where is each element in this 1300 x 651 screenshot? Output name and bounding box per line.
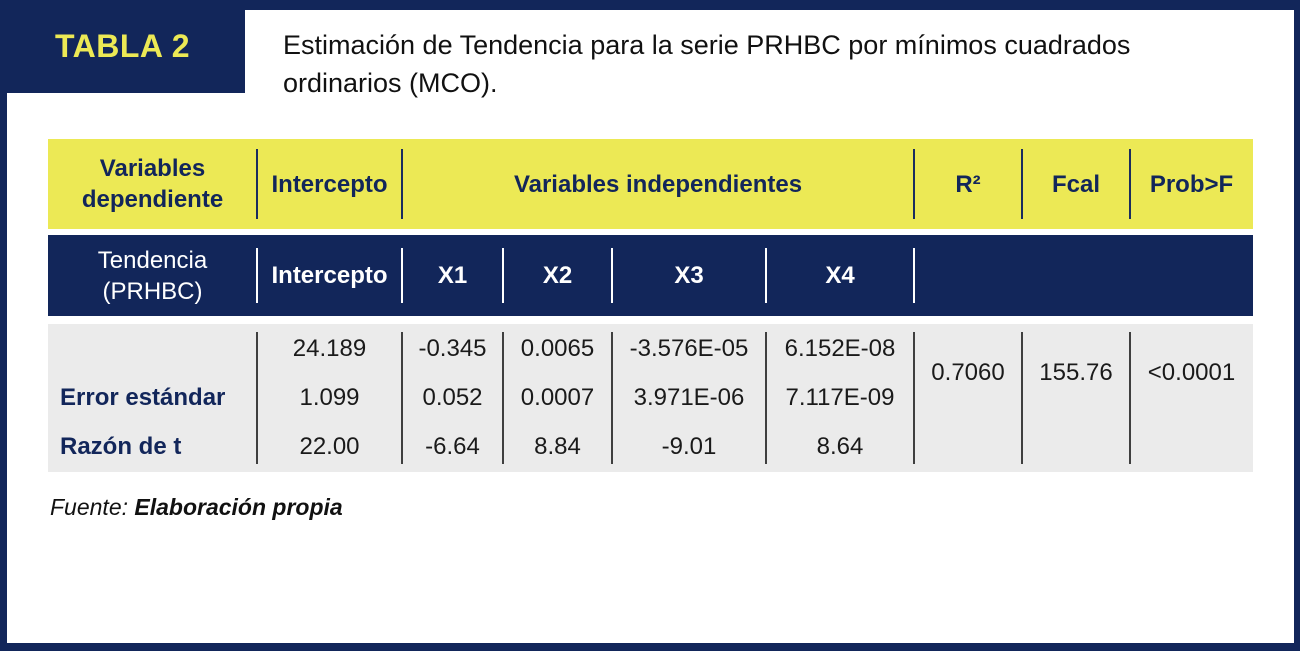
- column-x4-values: [766, 324, 914, 472]
- value-x4-coef: 6.152E-08: [784, 334, 896, 362]
- column-intercepto-values: [257, 324, 402, 472]
- value-x4-stderr: 7.117E-09: [785, 383, 895, 411]
- column-prob-value: [1130, 324, 1253, 472]
- header-row: [48, 139, 1253, 229]
- spacer: [1130, 423, 1253, 472]
- value-x3-coef: -3.576E-05: [629, 334, 749, 362]
- column-x2-values: [503, 324, 612, 472]
- column-fcal-value: [1022, 324, 1130, 472]
- spacer: [914, 423, 1022, 472]
- header-cell-prob-f: Prob>F: [1149, 170, 1234, 198]
- subheader-cell-x2: X2: [503, 235, 612, 316]
- frame-border-left: [0, 0, 7, 651]
- subheader-cell-x4: X4: [766, 235, 914, 316]
- row-label-coefficients: [48, 324, 257, 373]
- value-x1-coef: -0.345: [418, 334, 487, 362]
- column-x1-values: [402, 324, 503, 472]
- value-r2: 0.7060: [931, 359, 1005, 387]
- value-intercepto-stderr: 1.099: [299, 383, 360, 411]
- column-row-labels: [48, 324, 257, 472]
- row-label-razon-de-t: Razón de t: [60, 433, 182, 461]
- table-caption: [283, 26, 1243, 102]
- row-label-error-estandar: Error estándar: [60, 383, 226, 411]
- header-cell-fcal: Fcal: [1022, 139, 1130, 229]
- source-note: [50, 494, 343, 521]
- column-x3-values: [612, 324, 766, 472]
- subheader-row: [48, 235, 1253, 316]
- header-cell-intercepto: Intercepto: [257, 139, 402, 229]
- frame-border-right: [1294, 0, 1300, 651]
- subheader-cell-tendencia-prhbc: Tendencia (PRHBC): [48, 235, 257, 316]
- table-caption-line2: ordinarios (MCO).: [283, 68, 498, 98]
- table-number-badge: [0, 0, 245, 93]
- value-x1-stderr: 0.052: [422, 383, 483, 411]
- header-cell-variables-independientes: Variables independientes: [402, 139, 914, 229]
- value-intercepto-coef: 24.189: [292, 334, 367, 362]
- table-number-label: TABLA 2: [54, 28, 191, 64]
- header-cell-variables-dependiente: Variables dependiente: [48, 139, 257, 229]
- value-x2-stderr: 0.0007: [520, 383, 595, 411]
- subheader-cell-empty: [914, 235, 1253, 316]
- header-cell-r2: R²: [914, 139, 1022, 229]
- column-r2-value: [914, 324, 1022, 472]
- source-value: Elaboración propia: [134, 494, 343, 520]
- value-x2-tratio: 8.84: [534, 433, 581, 461]
- value-x3-tratio: -9.01: [661, 433, 717, 461]
- subheader-cell-intercepto: Intercepto: [257, 235, 402, 316]
- source-label: Fuente:: [50, 494, 128, 520]
- value-x2-coef: 0.0065: [520, 334, 595, 362]
- value-x3-stderr: 3.971E-06: [633, 383, 745, 411]
- frame-border-bottom: [0, 643, 1300, 651]
- value-x4-tratio: 8.64: [816, 433, 864, 461]
- value-x1-tratio: -6.64: [425, 433, 480, 461]
- subheader-cell-x3: X3: [612, 235, 766, 316]
- data-rows: [48, 324, 1253, 472]
- value-intercepto-tratio: 22.00: [299, 433, 360, 461]
- value-prob-f: <0.0001: [1147, 359, 1236, 387]
- value-fcal: 155.76: [1039, 359, 1113, 387]
- subheader-cell-x1: X1: [402, 235, 503, 316]
- table-caption-line1: Estimación de Tendencia para la serie PRHBC por mínimos cuadrados: [283, 30, 1131, 60]
- spacer: [1022, 423, 1130, 472]
